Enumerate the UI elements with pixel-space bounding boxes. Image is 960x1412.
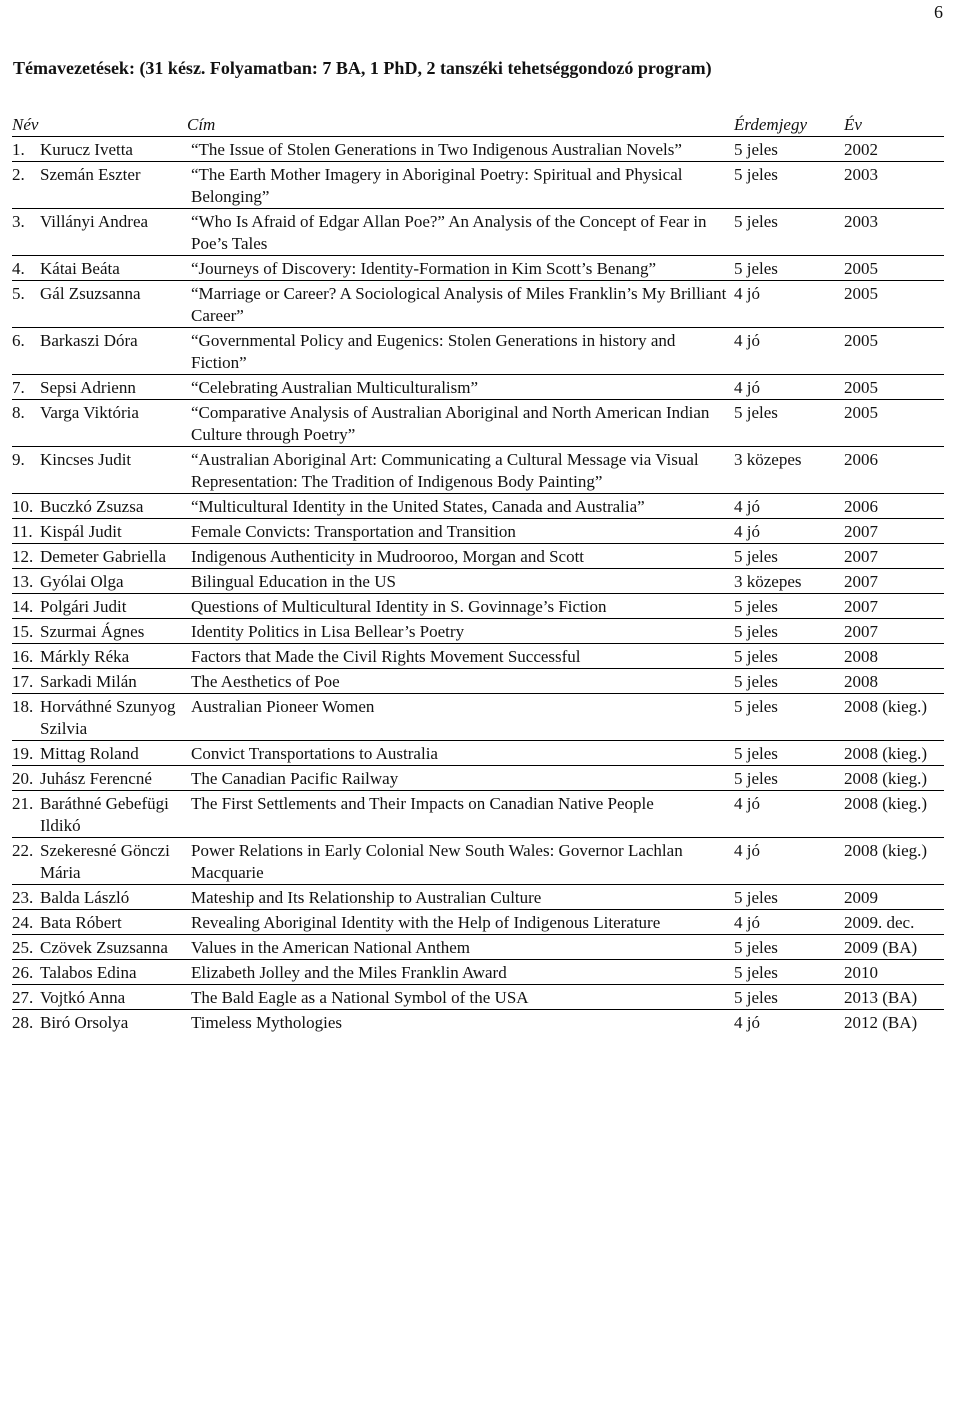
thesis-title: Australian Pioneer Women [191, 697, 375, 716]
row-number: 8. [12, 403, 25, 422]
thesis-grade: 5 jeles [734, 669, 844, 694]
thesis-student-cell [12, 137, 187, 162]
row-number: 22. [12, 841, 34, 860]
thesis-student-cell [12, 694, 187, 741]
row-number: 27. [12, 988, 34, 1007]
thesis-year: 2008 [844, 644, 944, 669]
row-number: 26. [12, 963, 34, 982]
row-number: 21. [12, 794, 34, 813]
thesis-title: The First Settlements and Their Impacts on Canadian Native People [191, 794, 654, 813]
table-row [12, 569, 944, 594]
thesis-year: 2009 (BA) [844, 935, 944, 960]
thesis-student-cell [12, 935, 187, 960]
table-row [12, 209, 944, 256]
thesis-title-cell [187, 694, 734, 741]
row-number: 13. [12, 572, 34, 591]
column-header-grade: Érdemjegy [734, 114, 844, 137]
thesis-title: Convict Transportations to Australia [191, 744, 438, 763]
thesis-student-cell [12, 544, 187, 569]
thesis-grade: 4 jó [734, 838, 844, 885]
row-number: 5. [12, 284, 25, 303]
student-name: Mittag Roland [40, 744, 139, 763]
row-number: 6. [12, 331, 25, 350]
thesis-title-cell [187, 447, 734, 494]
thesis-title: “Journeys of Discovery: Identity-Formation in Kim Scott’s Benang” [191, 259, 657, 278]
student-name: Vojtkó Anna [40, 988, 126, 1007]
student-name: Czövek Zsuzsanna [40, 938, 168, 957]
thesis-title: Indigenous Authenticity in Mudrooroo, Morgan and Scott [191, 547, 585, 566]
row-number: 20. [12, 769, 34, 788]
thesis-grade: 5 jeles [734, 960, 844, 985]
thesis-grade: 4 jó [734, 328, 844, 375]
thesis-grade: 5 jeles [734, 594, 844, 619]
thesis-grade: 5 jeles [734, 644, 844, 669]
row-number: 18. [12, 697, 34, 716]
thesis-title-cell [187, 644, 734, 669]
thesis-year: 2009 [844, 885, 944, 910]
thesis-grade: 5 jeles [734, 741, 844, 766]
thesis-year: 2007 [844, 519, 944, 544]
thesis-year: 2008 (kieg.) [844, 694, 944, 741]
student-name: Demeter Gabriella [40, 547, 167, 566]
page-number: 6 [934, 2, 943, 22]
student-name: Szemán Eszter [40, 165, 141, 184]
thesis-title-cell [187, 741, 734, 766]
row-number: 4. [12, 259, 25, 278]
thesis-year: 2008 (kieg.) [844, 791, 944, 838]
thesis-student-cell [12, 669, 187, 694]
thesis-title: Identity Politics in Lisa Bellear’s Poetry [191, 622, 465, 641]
thesis-grade: 5 jeles [734, 885, 844, 910]
table-row [12, 400, 944, 447]
student-name: Horváthné Szunyog Szilvia [40, 697, 176, 738]
thesis-title: “The Earth Mother Imagery in Aboriginal Poetry: Spiritual and Physical Belonging” [191, 165, 683, 206]
student-name: Villányi Andrea [40, 212, 149, 231]
student-name: Gyólai Olga [40, 572, 124, 591]
thesis-title: Questions of Multicultural Identity in S. Govinnage’s Fiction [191, 597, 607, 616]
thesis-grade: 5 jeles [734, 935, 844, 960]
thesis-grade: 4 jó [734, 281, 844, 328]
thesis-title: The Canadian Pacific Railway [191, 769, 399, 788]
row-number: 24. [12, 913, 34, 932]
row-number: 19. [12, 744, 34, 763]
thesis-title: “Multicultural Identity in the United States, Canada and Australia” [191, 497, 645, 516]
table-header-row [12, 114, 944, 137]
thesis-title: Elizabeth Jolley and the Miles Franklin Award [191, 963, 507, 982]
student-name: Kincses Judit [40, 450, 132, 469]
thesis-title-cell [187, 375, 734, 400]
row-number: 16. [12, 647, 34, 666]
thesis-title-cell [187, 935, 734, 960]
thesis-title-cell [187, 281, 734, 328]
table-row [12, 256, 944, 281]
thesis-grade: 4 jó [734, 910, 844, 935]
table-row [12, 838, 944, 885]
table-row [12, 594, 944, 619]
column-header-name: Név [12, 114, 187, 137]
thesis-title-cell [187, 162, 734, 209]
row-number: 14. [12, 597, 34, 616]
thesis-student-cell [12, 256, 187, 281]
student-name: Baráthné Gebefügi Ildikó [40, 794, 169, 835]
row-number: 25. [12, 938, 34, 957]
thesis-grade: 5 jeles [734, 619, 844, 644]
thesis-year: 2007 [844, 569, 944, 594]
student-name: Szurmai Ágnes [40, 622, 145, 641]
thesis-student-cell [12, 281, 187, 328]
thesis-title-cell [187, 494, 734, 519]
thesis-grade: 5 jeles [734, 694, 844, 741]
table-row [12, 519, 944, 544]
table-row [12, 137, 944, 162]
thesis-year: 2005 [844, 375, 944, 400]
student-name: Barkaszi Dóra [40, 331, 138, 350]
thesis-grade: 5 jeles [734, 137, 844, 162]
thesis-year: 2005 [844, 281, 944, 328]
thesis-grade: 5 jeles [734, 162, 844, 209]
thesis-grade: 3 közepes [734, 447, 844, 494]
thesis-title: “Who Is Afraid of Edgar Allan Poe?” An Analysis of the Concept of Fear in Poe’s Tales [191, 212, 707, 253]
thesis-year: 2003 [844, 209, 944, 256]
row-number: 15. [12, 622, 34, 641]
table-row [12, 544, 944, 569]
thesis-student-cell [12, 838, 187, 885]
student-name: Polgári Judit [40, 597, 127, 616]
thesis-grade: 4 jó [734, 375, 844, 400]
thesis-title: Female Convicts: Transportation and Transition [191, 522, 516, 541]
thesis-grade: 5 jeles [734, 209, 844, 256]
thesis-year: 2005 [844, 256, 944, 281]
thesis-year: 2003 [844, 162, 944, 209]
table-row [12, 741, 944, 766]
thesis-student-cell [12, 644, 187, 669]
thesis-student-cell [12, 400, 187, 447]
student-name: Márkly Réka [40, 647, 130, 666]
thesis-title-cell [187, 838, 734, 885]
student-name: Juhász Ferencné [40, 769, 152, 788]
thesis-grade: 5 jeles [734, 544, 844, 569]
table-row [12, 1010, 944, 1035]
thesis-title-cell [187, 885, 734, 910]
student-name: Kispál Judit [40, 522, 122, 541]
table-row [12, 669, 944, 694]
thesis-student-cell [12, 960, 187, 985]
thesis-year: 2006 [844, 447, 944, 494]
table-row [12, 644, 944, 669]
thesis-title-cell [187, 400, 734, 447]
thesis-title-cell [187, 960, 734, 985]
thesis-grade: 5 jeles [734, 985, 844, 1010]
table-row [12, 162, 944, 209]
row-number: 11. [12, 522, 33, 541]
table-row [12, 375, 944, 400]
thesis-year: 2007 [844, 544, 944, 569]
row-number: 10. [12, 497, 34, 516]
thesis-student-cell [12, 162, 187, 209]
thesis-title-cell [187, 544, 734, 569]
thesis-grade: 5 jeles [734, 256, 844, 281]
table-row [12, 494, 944, 519]
row-number: 28. [12, 1013, 34, 1032]
student-name: Kátai Beáta [40, 259, 120, 278]
thesis-grade: 4 jó [734, 1013, 760, 1032]
thesis-title: Values in the American National Anthem [191, 938, 471, 957]
thesis-title: The Aesthetics of Poe [191, 672, 340, 691]
thesis-title-cell [187, 910, 734, 935]
student-name: Balda László [40, 888, 130, 907]
table-row [12, 985, 944, 1010]
thesis-student-cell [12, 494, 187, 519]
thesis-grade: 4 jó [734, 791, 844, 838]
table-row [12, 328, 944, 375]
thesis-title-cell [187, 619, 734, 644]
table-row [12, 960, 944, 985]
thesis-year: 2012 (BA) [844, 1013, 918, 1032]
thesis-title: “The Issue of Stolen Generations in Two Indigenous Australian Novels” [191, 140, 682, 159]
student-name: Kurucz Ivetta [40, 140, 133, 159]
thesis-year: 2008 (kieg.) [844, 838, 944, 885]
student-name: Gál Zsuzsanna [40, 284, 141, 303]
table-row [12, 791, 944, 838]
student-name: Varga Viktória [40, 403, 139, 422]
thesis-title-cell [187, 985, 734, 1010]
thesis-title-cell [187, 1010, 734, 1035]
thesis-year: 2009. dec. [844, 910, 944, 935]
thesis-student-cell [12, 766, 187, 791]
thesis-title-cell [187, 569, 734, 594]
thesis-title-cell [187, 594, 734, 619]
thesis-year: 2007 [844, 594, 944, 619]
thesis-title: Bilingual Education in the US [191, 572, 396, 591]
section-heading: Témavezetések: (31 kész. Folyamatban: 7 BA, 1 PhD, 2 tanszéki tehetséggondozó program) [13, 58, 712, 78]
thesis-title: Power Relations in Early Colonial New South Wales: Governor Lachlan Macquarie [191, 841, 683, 882]
row-number: 7. [12, 378, 25, 397]
thesis-grade: 4 jó [734, 519, 844, 544]
row-number: 9. [12, 450, 25, 469]
thesis-title-cell [187, 766, 734, 791]
thesis-title: Factors that Made the Civil Rights Movement Successful [191, 647, 581, 666]
row-number: 1. [12, 140, 25, 159]
row-number: 2. [12, 165, 25, 184]
row-number: 3. [12, 212, 25, 231]
thesis-title-cell [187, 791, 734, 838]
thesis-year: 2010 [844, 960, 944, 985]
thesis-student-cell [12, 741, 187, 766]
table-row [12, 619, 944, 644]
thesis-grade: 5 jeles [734, 766, 844, 791]
thesis-table [12, 114, 944, 1034]
thesis-student-cell [12, 569, 187, 594]
thesis-title: Timeless Mythologies [191, 1013, 342, 1032]
thesis-title-cell [187, 256, 734, 281]
thesis-student-cell [12, 791, 187, 838]
thesis-grade: 5 jeles [734, 400, 844, 447]
thesis-grade: 4 jó [734, 494, 844, 519]
thesis-student-cell [12, 985, 187, 1010]
thesis-year: 2005 [844, 400, 944, 447]
student-name: Sarkadi Milán [40, 672, 137, 691]
thesis-student-cell [12, 885, 187, 910]
row-number: 23. [12, 888, 34, 907]
table-row [12, 766, 944, 791]
thesis-title: The Bald Eagle as a National Symbol of the USA [191, 988, 529, 1007]
thesis-student-cell [12, 209, 187, 256]
table-row [12, 447, 944, 494]
thesis-grade: 3 közepes [734, 569, 844, 594]
thesis-year: 2008 (kieg.) [844, 741, 944, 766]
thesis-title: “Australian Aboriginal Art: Communicating a Cultural Message via Visual Representation: The Tradition of Indigenous Body Painting” [191, 450, 699, 491]
thesis-year: 2008 [844, 669, 944, 694]
thesis-year: 2013 (BA) [844, 985, 944, 1010]
row-number: 17. [12, 672, 34, 691]
thesis-title-cell [187, 137, 734, 162]
thesis-title: “Comparative Analysis of Australian Aboriginal and North American Indian Culture through Poetry” [191, 403, 710, 444]
thesis-year: 2006 [844, 494, 944, 519]
thesis-title: “Governmental Policy and Eugenics: Stolen Generations in history and Fiction” [191, 331, 676, 372]
student-name: Sepsi Adrienn [40, 378, 136, 397]
thesis-year: 2002 [844, 137, 944, 162]
table-row [12, 281, 944, 328]
thesis-title-cell [187, 669, 734, 694]
thesis-student-cell [12, 619, 187, 644]
thesis-title: Mateship and Its Relationship to Australian Culture [191, 888, 542, 907]
student-name: Buczkó Zsuzsa [40, 497, 144, 516]
student-name: Bata Róbert [40, 913, 122, 932]
table-row [12, 885, 944, 910]
thesis-year: 2008 (kieg.) [844, 766, 944, 791]
row-number: 12. [12, 547, 34, 566]
student-name: Talabos Edina [40, 963, 137, 982]
thesis-title: Revealing Aboriginal Identity with the Help of Indigenous Literature [191, 913, 661, 932]
thesis-student-cell [12, 328, 187, 375]
student-name: Biró Orsolya [40, 1013, 129, 1032]
thesis-title-cell [187, 519, 734, 544]
student-name: Szekeresné Gönczi Mária [40, 841, 170, 882]
thesis-student-cell [12, 519, 187, 544]
thesis-title-cell [187, 209, 734, 256]
thesis-student-cell [12, 375, 187, 400]
thesis-year: 2005 [844, 328, 944, 375]
thesis-student-cell [12, 594, 187, 619]
thesis-title-cell [187, 328, 734, 375]
thesis-year: 2007 [844, 619, 944, 644]
thesis-student-cell [12, 1010, 187, 1035]
table-row [12, 910, 944, 935]
thesis-student-cell [12, 447, 187, 494]
table-row [12, 935, 944, 960]
column-header-title: Cím [187, 114, 734, 137]
thesis-student-cell [12, 910, 187, 935]
thesis-title: “Marriage or Career? A Sociological Analysis of Miles Franklin’s My Brilliant Career” [191, 284, 727, 325]
column-header-year: Év [844, 114, 944, 137]
thesis-title: “Celebrating Australian Multiculturalism” [191, 378, 479, 397]
table-row [12, 694, 944, 741]
